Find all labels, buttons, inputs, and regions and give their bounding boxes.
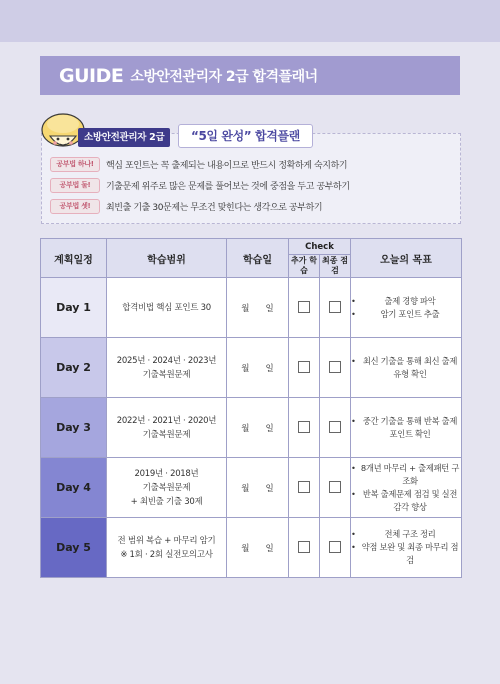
scope-line: 2025년 · 2024년 · 2023년 [116, 355, 217, 366]
tip-badge: 공부법 둘! [50, 178, 100, 193]
month-label: 월 [241, 363, 250, 374]
scope-cell [107, 278, 227, 338]
final-check-checkbox[interactable] [329, 361, 341, 373]
check-cell [320, 278, 351, 338]
date-cell [227, 518, 289, 578]
goal-cell [351, 518, 462, 578]
plan-row [41, 338, 462, 398]
tip-badge: 공부법 셋! [50, 199, 100, 214]
scope-line: + 최빈출 기출 30제 [130, 496, 203, 507]
header-final-check: 최종 점검 [320, 255, 351, 278]
plan-row [41, 518, 462, 578]
goal-item: • 최신 기출을 통해 최신 출제 유형 확인 [351, 355, 461, 381]
tip-row-3 [50, 199, 322, 214]
plan-badge: 소방안전관리자 2급 [78, 128, 170, 147]
guide-header [40, 56, 460, 95]
month-label: 월 [241, 483, 250, 494]
month-label: 월 [241, 423, 250, 434]
check-cell [320, 458, 351, 518]
check-cell [289, 458, 320, 518]
goal-item: • 출제 경향 파악 [351, 295, 461, 308]
plan-row [41, 398, 462, 458]
goal-list [351, 528, 461, 567]
extra-study-checkbox[interactable] [298, 481, 310, 493]
check-cell [320, 398, 351, 458]
goal-item: • 반복 출제문제 점검 및 실전 감각 향상 [351, 488, 461, 514]
day-cell: Day 1 [41, 278, 107, 338]
day-label: 일 [265, 483, 274, 494]
top-band [0, 0, 500, 42]
date-cell [227, 458, 289, 518]
extra-study-checkbox[interactable] [298, 361, 310, 373]
day-cell: Day 4 [41, 458, 107, 518]
goal-list [351, 462, 461, 514]
scope-cell [107, 338, 227, 398]
extra-study-checkbox[interactable] [298, 541, 310, 553]
scope-line: 기출복원문제 [142, 369, 191, 380]
tip-text: 최빈출 기출 30문제는 무조건 맞힌다는 생각으로 공부하기 [106, 203, 323, 213]
header-day: 계획일정 [41, 239, 107, 278]
date-cell [227, 338, 289, 398]
scope-line: 합격비법 핵심 포인트 30 [122, 302, 211, 313]
goal-item: • 전체 구조 정리 [351, 528, 461, 541]
scope-cell [107, 518, 227, 578]
scope-line: 2019년 · 2018년 [134, 468, 199, 479]
header-goal: 오늘의 목표 [351, 239, 462, 278]
header-extra-study: 추가 학습 [289, 255, 320, 278]
goal-cell [351, 278, 462, 338]
study-plan-table [40, 238, 462, 578]
goal-cell [351, 338, 462, 398]
scope-cell [107, 458, 227, 518]
check-cell [289, 398, 320, 458]
day-cell: Day 5 [41, 518, 107, 578]
plan-row [41, 458, 462, 518]
scope-line: 전 범위 복습 + 마무리 암기 [117, 535, 216, 546]
scope-cell [107, 398, 227, 458]
month-label: 월 [241, 303, 250, 314]
goal-item: • 중간 기출을 통해 반복 출제 포인트 확인 [351, 415, 461, 441]
tip-row-2 [50, 178, 350, 193]
header-scope: 학습범위 [107, 239, 227, 278]
day-cell: Day 2 [41, 338, 107, 398]
tip-badge: 공부법 하나! [50, 157, 100, 172]
goal-cell [351, 398, 462, 458]
day-label: 일 [265, 363, 274, 374]
goal-item: • 8개년 마무리 + 출제패턴 구조화 [351, 462, 461, 488]
page-title: 소방안전관리자 2급 합격플래너 [130, 68, 318, 85]
goal-list [351, 295, 461, 321]
header-check: Check [289, 239, 351, 255]
tip-row-1 [50, 157, 347, 172]
check-cell [289, 518, 320, 578]
goal-item: • 암기 포인트 추출 [351, 308, 461, 321]
extra-study-checkbox[interactable] [298, 301, 310, 313]
goal-list [351, 355, 461, 381]
plan-row [41, 278, 462, 338]
check-cell [320, 338, 351, 398]
scope-line: 2022년 · 2021년 · 2020년 [116, 415, 217, 426]
goal-item: • 약점 보완 및 최종 마무리 점검 [351, 541, 461, 567]
day-label: 일 [265, 303, 274, 314]
guide-label: GUIDE [59, 64, 124, 87]
final-check-checkbox[interactable] [329, 421, 341, 433]
check-cell [289, 338, 320, 398]
scope-line: 기출복원문제 [142, 429, 191, 440]
extra-study-checkbox[interactable] [298, 421, 310, 433]
final-check-checkbox[interactable] [329, 301, 341, 313]
scope-line: 기출복원문제 [142, 482, 191, 493]
check-cell [320, 518, 351, 578]
day-label: 일 [265, 423, 274, 434]
day-cell: Day 3 [41, 398, 107, 458]
date-cell [227, 278, 289, 338]
tip-text: 기출문제 위주로 많은 문제를 풀어보는 것에 중점을 두고 공부하기 [106, 182, 350, 192]
final-check-checkbox[interactable] [329, 541, 341, 553]
plan-title: “5일 완성” 합격플랜 [178, 124, 313, 148]
goal-list [351, 415, 461, 441]
goal-cell [351, 458, 462, 518]
header-date: 학습일 [227, 239, 289, 278]
date-cell [227, 398, 289, 458]
scope-line: ※ 1회 · 2회 실전모의고사 [120, 549, 213, 560]
month-label: 월 [241, 543, 250, 554]
final-check-checkbox[interactable] [329, 481, 341, 493]
tip-text: 핵심 포인트는 꼭 출제되는 내용이므로 반드시 정확하게 숙지하기 [106, 161, 348, 171]
check-cell [289, 278, 320, 338]
day-label: 일 [265, 543, 274, 554]
